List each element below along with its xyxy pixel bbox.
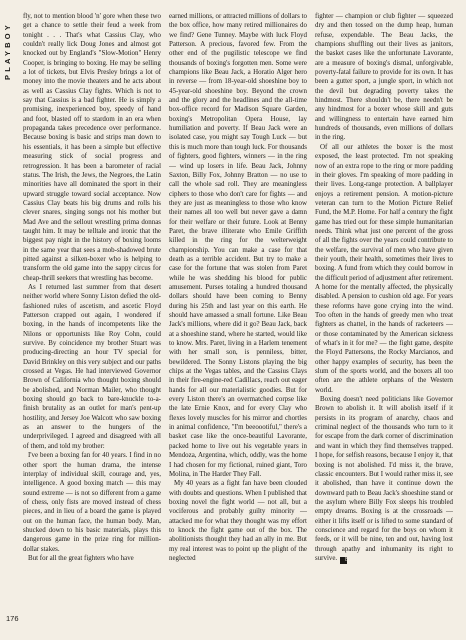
paragraph: As I returned last summer from that desert neither world where Sonny Liston defied the old-fashioned rules of ascetism, and ascetic Floyd Patterson crapped out again, I wondered if boxing, in the hands of incompetents like the Nilons or opportunists like Roy Cohn, could survive. By coincidence my brother Stuart was producing-directing an hour TV special for David Brinkley on this very subject and our paths crossed at Vegas. He had interviewed Governor Brown of California who thought boxing should be abolished, and Norman Mailer, who thought boxing should go back to bare-knuckle to-a-finish brutality as an outlet for man's pent-up hostility, and Jersey Joe Walcott who saw boxing as an answer to the hungers of the underprivileged. I agreed and disagreed with all of them, and told my brother: (23, 282, 161, 450)
paragraph: fighter — champion or club fighter — squeezed dry and then tossed on the dump heap, human refuse, expendable. The Beau Jacks, the champions shuffling out their lives as janitors, the basket cases like the unfortunate Lavorante, are a measure of boxing's dismal, unforgivable, poverty-fatal failure to provide for its own. It has been a gutter sport, a jungle sport, in which not the devil but degrading poverty takes the hindmost. There shouldn't be, there needn't be any hindmost for a boxer whose skill and guts and willingness to entertain have earned him hundreds of thousands, even millions of dollars in the ring. (315, 12, 453, 142)
paragraph-last (315, 395, 453, 564)
paragraph: earned millions, or attracted millions of dollars to the box office, how many retired millionaires do we find? Gene Tunney. Maybe with luck Floyd Patterson. A precious, favored few. From the other end of the pugilistic telescope we find thousands of boxing's forgotten men. Some were champions like Beau Jack, a Horatio Alger hero in reverse — from 18-year-old shoeshine boy to 45-year-old shoeshine boy. Beyond the crown and the glory and the headlines and the all-time box-office record for Madison Square Garden, boxing's Metropolitan Opera House, lay humiliation and poverty. If Beau Jack were an isolated case, you might say Tough Luck — but this is much more than tough luck. For thousands of fighters, good fighters, winners — in the ring — wind up losers in life. Beau Jack, Johnny Saxton, Billy Fox, Johnny Bratton — no use to call the whole sad roll. They are meaningless ciphers to those who don't care for fights — and they are just as meaningless to those who know their names all too well but never gave a damn for their welfare or their future. Look at Benny Paret, the brave illiterate who Emile Griffith killed in the ring for the welterweight championship. You can make a case for that death as a terrible accident. But try to make a case for the fortune that was stolen from Paret while he was shedding his blood for public amusement. Purses totaling a hundred thousand dollars should have been coming to Benny during his 25th and last year on this earth. He should have amassed a small fortune. Like Beau Jack's millions, where did it go? Beau Jack, back at a shoeshine stand, where he started, would like to know. Mrs. Paret, living in a Harlem tenement with her small son, is penniless, bitter, bewildered. The Sonny Listons playing the big chips at the Vegas tables, and the Cassius Clays in their fire-engine-red Cadillacs, reach out eager hands for all our materialistic goodies. But for every Liston there's an overmatched corpse like the late Ernie Knox, and for every Clay who flexes lovely muscles for his mirror and chortles in animal confidence, "I'm beeoootiful," there's a basket case like the once-beautiful Lavorante, packed home to live out his vegetable years in Mendoza, Argentina, which, oddly, was the home I had chosen for my fictional, ruined giant, Toro Molina, in The Harder They Fall. (169, 12, 307, 478)
text-column-2 (169, 12, 307, 632)
paragraph: But for all the great fighters who have (28, 553, 134, 562)
paragraph-text: Boxing doesn't need politicians like Governor Brown to abolish it. It will abolish itself if it persists in its program of anarchy, chaos and criminal neglect of the thousands who turn to it for escape from the dark corner of discrimination and want in which they find themselves trapped. I hope, for selfish reasons, because I enjoy it, that boxing is not abolished. I'd miss it, the brave, classic encounters. But I would rather miss it, see it abolished, than have it continue down the downward path to Beau Jack's shoeshine stand or the asylum where Billy Fox sleeps his troubled empty dreams. Boxing is at the crossroads — either it lifts itself or is lifted to some standard of conscience and regard for the boys on whom it feeds, or it will be nine, ten and out, having lost through apathy and inhumanity its right to survive. (315, 395, 453, 562)
paragraph: I've been a boxing fan for 40 years. I find in no other sport the human drama, the intense interplay of individual skill, courage and, yes, intelligence. A good boxing match — this may sound extreme — is not so different from a game of chess, only fists are moved instead of chess pieces, and in lieu of a board the game is played out on the human face, the human body. Man, shucked down to his basic materials, plays this dangerous game in the prize ring for million-dollar stakes. (23, 451, 161, 553)
text-column-3 (315, 12, 453, 632)
paragraph: fly, not to mention blood 'n' gore when these two get a chance to settle their feud a week from tonight . . . That's what Cassius Clay, who couldn't really lick Doug Jones and almost got knocked out by England's "Slow-Motion" Henry Cooper, is bringing to boxing. He may be selling a lot of tickets, but Elvis Presley brings a lot of money into the movie theaters and he acts about as well as Cassius Clay fights. Which is not to say that Cassius is a bad fighter. He is simply a promising, inexperienced boy, speedy of hand and foot, blasted off to stardom in an era when propaganda takes precedence over performance. Because boxing is basic and strips man down to his essentials, it has been a simple but effective measuring stick of social progress and retrogression. It has been a barometer of racial status. The Irish, the Jews, the Negroes, the Latin minorities have all dominated the sport in their upward struggle toward social acceptance. Now Cassius Clay beats his big drums and rolls his clever snares, singing songs not his mother but Mad Ave and the sellout wrestling prima donnas taught him. It may be telltale and ironic that the biggest pay night in the history of boxing looms in the same year that sees a mob-shadowed brute pitted against a silken-boxer who is helping to transform the old game into the sappy circus for cheap-thrill seekers that wrestling has become. (23, 12, 161, 282)
text-column-1 (23, 12, 161, 632)
paragraph: Of all our athletes the boxer is the most exposed, the least protected. I'm not speaking now of an extra rope to the ring or more padding in their gloves. I'm speaking of more padding in their lives. Long-range protection. A ballplayer enjoys a retirement pension. A motion-picture veteran can turn to the Motion Picture Relief Fund, the M.P. Home. For half a century the fight game has tried out for these simple humanitarian needs. Think what just one percent of the gross of all the fights over the years could contribute to the welfare, the survival of men who have given their youth, their health, sometimes their lives to boxing. A fund from which they could borrow in the difficult period of adjustment after retirement. A home for the mentally affected, the physically disabled. A pension to cushion old age. For years these reforms have gone crying into the wind. Too often in the hands of greedy men who treat fighters as chattel, in the hands of racketeers — or those contaminated by the American sickness of what's in it for me? — the fight game, despite the Floyd Pattersons, the Rocky Marcianos, and other happy examples of security, has been the slum of the sports world, and the boxers all too often are the athlete orphans of the Western world. (315, 142, 453, 394)
article-body (23, 12, 455, 632)
page-number: 176 (6, 614, 19, 623)
magazine-running-head: PLAYBOY (3, 22, 12, 80)
article-end-mark-icon: B (340, 557, 347, 564)
paragraph: My 40 years as a fight fan have been clouded with doubts and questions. When I published that boxing novel the fight world — not all, but a vociferous and probably guilty minority — attacked me for what they thought was my effort to knock the fight game out of the box. The abolitionists thought they had an ally in me. But my real interest was to point up the plight of the neglected (169, 479, 307, 562)
